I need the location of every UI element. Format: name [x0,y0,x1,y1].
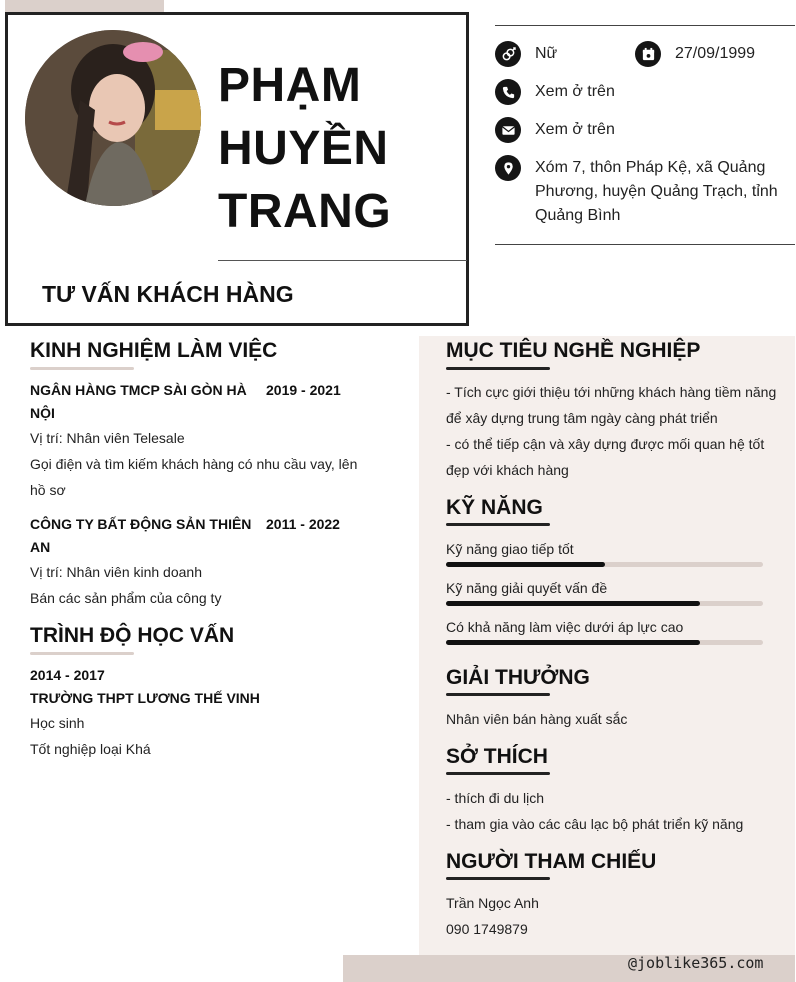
objective-line-2: để xây dựng trung tâm ngày càng phát triển [446,410,718,426]
experience-2-company-line-1: CÔNG TY BẤT ĐỘNG SẢN THIÊN [30,516,252,532]
hobbies-underline [446,772,550,775]
gender-value: Nữ [535,45,558,62]
location-icon [495,155,521,181]
skill-1-track [446,562,763,567]
experience-1-company-line-1: NGÂN HÀNG TMCP SÀI GÒN HÀ [30,382,247,398]
email-value: Xem ở trên [535,121,615,138]
references-underline [446,877,550,880]
awards-title: GIẢI THƯỞNG [446,666,590,689]
phone-icon [495,79,521,105]
name-divider [218,260,467,261]
award-item-1: Nhân viên bán hàng xuất sắc [446,711,628,727]
objective-title: MỤC TIÊU NGHỀ NGHIỆP [446,339,701,362]
name-line-3: TRANG [218,185,392,238]
skill-1-name: Kỹ năng giao tiếp tốt [446,541,574,557]
name-line-1: PHẠM [218,59,362,112]
education-major: Học sinh [30,715,85,731]
education-school: TRƯỜNG THPT LƯƠNG THẾ VINH [30,690,260,706]
experience-2-position: Vị trí: Nhân viên kinh doanh [30,564,202,580]
education-period: 2014 - 2017 [30,667,105,683]
experience-2-desc-line-1: Bán các sản phẩm của công ty [30,590,222,606]
job-title: TƯ VẤN KHÁCH HÀNG [42,281,294,307]
skill-3-fill [446,640,700,645]
objective-underline [446,367,550,370]
experience-1-desc-line-1: Gọi điện và tìm kiếm khách hàng có nhu cầu vay, lên [30,456,358,472]
site-watermark: @joblike365.com [628,954,764,972]
skills-underline [446,523,550,526]
awards-underline [446,693,550,696]
skills-title: KỸ NĂNG [446,496,543,519]
experience-title: KINH NGHIỆM LÀM VIỆC [30,339,278,362]
reference-phone: 090 1749879 [446,921,528,937]
education-underline [30,652,134,655]
contact-top-rule [495,25,795,26]
skill-2-track [446,601,763,606]
gender-icon [495,41,521,67]
skill-2-name: Kỹ năng giải quyết vấn đề [446,580,608,596]
experience-1-position: Vị trí: Nhân viên Telesale [30,430,185,446]
email-icon [495,117,521,143]
birthday-value: 27/09/1999 [675,45,756,62]
name-line-2: HUYỀN [218,122,389,175]
avatar-photo [25,30,201,206]
objective-line-1: - Tích cực giới thiệu tới những khách hàng tiềm năng [446,384,777,400]
objective-line-4: đẹp với khách hàng [446,462,569,478]
skill-2-fill [446,601,700,606]
skill-1-fill [446,562,605,567]
hobbies-title: SỞ THÍCH [446,745,548,768]
experience-2-company-line-2: AN [30,539,51,555]
avatar [25,30,201,206]
phone-value: Xem ở trên [535,83,615,100]
skill-3-track [446,640,763,645]
experience-1-period: 2019 - 2021 [266,382,341,398]
experience-2-period: 2011 - 2022 [266,516,340,532]
education-title: TRÌNH ĐỘ HỌC VẤN [30,624,235,647]
address-line-2: Phương, huyện Quảng Trạch, tỉnh [535,183,778,200]
references-title: NGƯỜI THAM CHIẾU [446,850,657,873]
experience-1-company-line-2: NỘI [30,405,55,421]
skill-3-name: Có khả năng làm việc dưới áp lực cao [446,619,684,635]
experience-underline [30,367,134,370]
contact-bottom-rule [495,244,795,245]
address-line-1: Xóm 7, thôn Pháp Kệ, xã Quảng [535,159,766,176]
experience-1-desc-line-2: hồ sơ [30,482,66,498]
calendar-icon [635,41,661,67]
education-result: Tốt nghiệp loại Khá [30,741,151,757]
hobby-item-2: - tham gia vào các câu lạc bộ phát triển kỹ năng [446,816,744,832]
address-line-3: Quảng Bình [535,207,621,224]
hobby-item-1: - thích đi du lịch [446,790,545,806]
reference-name: Trần Ngọc Anh [446,895,539,911]
objective-line-3: - có thể tiếp cận và xây dựng được mối quan hệ tốt [446,436,765,452]
